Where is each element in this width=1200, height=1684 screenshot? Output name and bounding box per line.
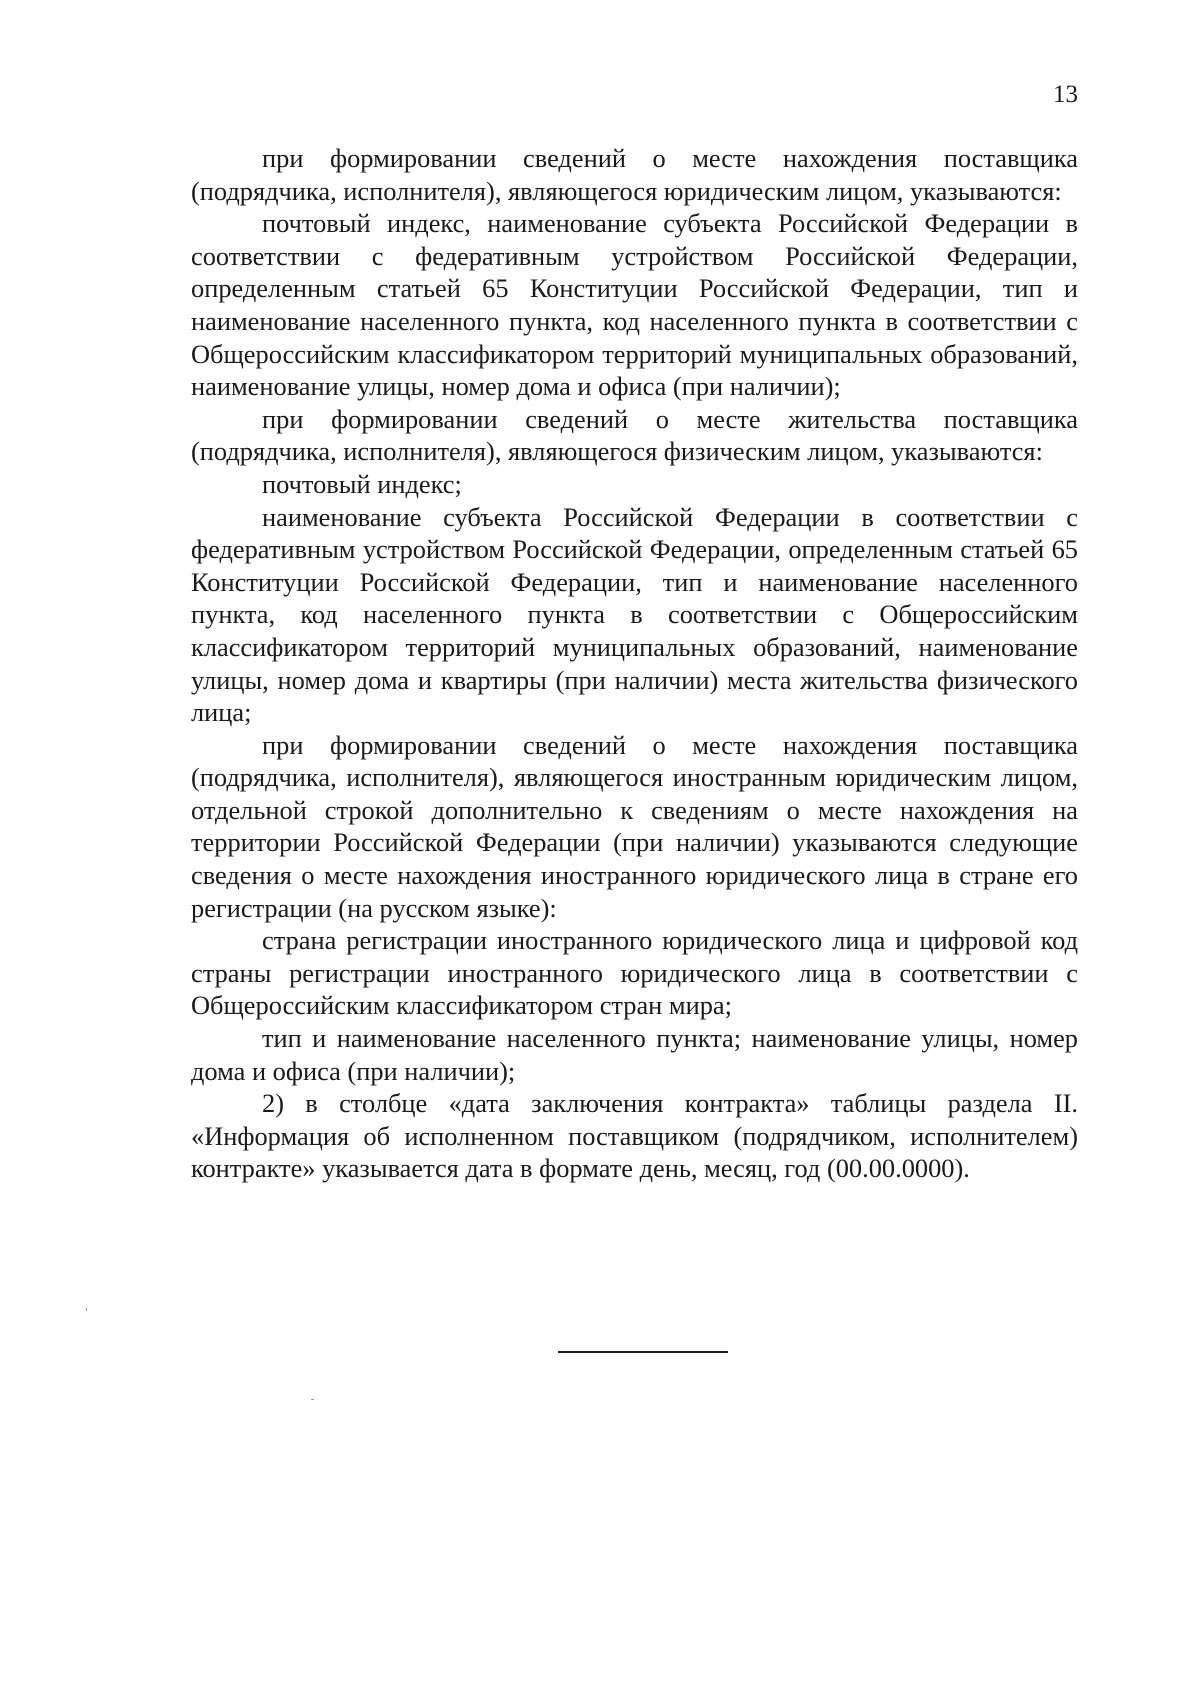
scan-speck xyxy=(86,1308,87,1311)
scan-speck xyxy=(311,1399,314,1400)
paragraph-legal-entity-location: при формировании сведений о месте нахождения поставщика (подрядчика, исполнителя), являющегося юридическим лицом, указываются: xyxy=(191,143,1078,206)
paragraph-individual-residence: при формировании сведений о месте жительства поставщика (подрядчика, исполнителя), являющегося физическим лицом, указываются: xyxy=(191,403,1078,467)
paragraph-contract-date: 2) в столбце «дата заключения контракта» таблицы раздела II. «Информация об исполненном поставщиком (подрядчиком, исполнителем) контракте» указывается дата в формате день, месяц, год (00.00.0000). xyxy=(191,1088,1078,1184)
document-body xyxy=(191,142,1078,1185)
paragraph-postal-address-legal: почтовый индекс, наименование субъекта Российской Федерации в соответствии с федеративным устройством Российской Федерации, определенным статьей 65 Конституции Российской Федерации, тип и наименование населенного пункта, код населенного пункта в соответствии с Общероссийским классификатором территорий муниципальных образований, наименование улицы, номер дома и офиса (при наличии); xyxy=(191,208,1078,402)
paragraph-foreign-entity-location: при формировании сведений о месте нахождения поставщика (подрядчика, исполнителя), являющегося иностранным юридическим лицом, отдельной строкой дополнительно к сведениям о месте нахождения на территории Российской Федерации (при наличии) указываются следующие сведения о месте нахождения иностранного юридического лица в стране его регистрации (на русском языке): xyxy=(191,729,1078,923)
paragraph-postal-index: почтовый индекс; xyxy=(262,468,462,499)
paragraph-settlement-street: тип и наименование населенного пункта; наименование улицы, номер дома и офиса (при наличии); xyxy=(191,1023,1078,1086)
end-of-document-rule xyxy=(558,1351,728,1353)
page-number: 13 xyxy=(1053,81,1078,108)
paragraph-country-registration: страна регистрации иностранного юридического лица и цифровой код страны регистрации иностранного юридического лица в соответствии с Общероссийским классификатором стран мира; xyxy=(191,925,1078,1021)
paragraph-address-individual: наименование субъекта Российской Федерации в соответствии с федеративным устройством Российской Федерации, определенным статьей 65 Конституции Российской Федерации, тип и наименование населенного пункта, код населенного пункта в соответствии с Общероссийским классификатором территорий муниципальных образований, наименование улицы, номер дома и квартиры (при наличии) места жительства физического лица; xyxy=(191,501,1078,728)
